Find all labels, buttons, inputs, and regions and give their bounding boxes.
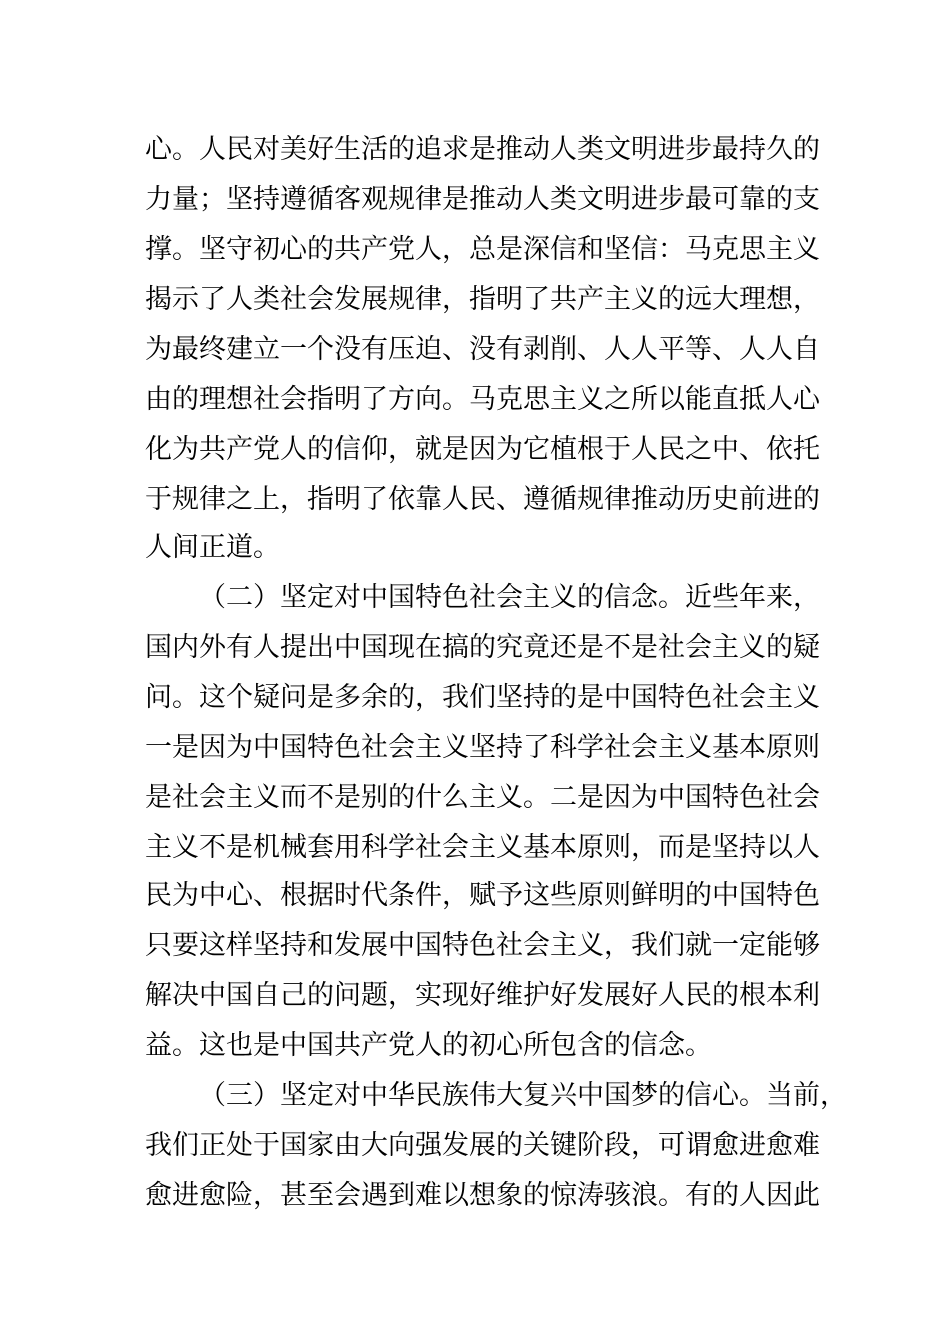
text-line: 问。这个疑问是多余的，我们坚持的是中国特色社会主义 [145,682,820,713]
text-line: 只要这样坚持和发展中国特色社会主义，我们就一定能够 [145,930,820,961]
section-heading-3: （三）坚定对中华民族伟大复兴中国梦的信心。当前， [199,1080,847,1111]
text-line: 解决中国自己的问题，实现好维护好发展好人民的根本利 [145,980,820,1011]
text-line: 主义不是机械套用科学社会主义基本原则，而是坚持以人 [145,832,820,863]
text-line: 力量；坚持遵循客观规律是推动人类文明进步最可靠的支 [145,184,820,215]
section-heading-2: （二）坚定对中国特色社会主义的信念。近些年来， [199,582,820,613]
text-line: 由的理想社会指明了方向。马克思主义之所以能直抵人心 [145,384,820,415]
text-line: 揭示了人类社会发展规律，指明了共产主义的远大理想， [145,284,820,315]
text-line: 人间正道。 [145,532,280,563]
text-line: 化为共产党人的信仰，就是因为它植根于人民之中、依托 [145,434,820,465]
text-line: 一是因为中国特色社会主义坚持了科学社会主义基本原则 [145,732,820,763]
text-line: 愈进愈险，甚至会遇到难以想象的惊涛骇浪。有的人因此 [145,1180,820,1211]
text-line: 为最终建立一个没有压迫、没有剥削、人人平等、人人自 [145,334,820,365]
text-line: 是社会主义而不是别的什么主义。二是因为中国特色社会 [145,782,820,813]
text-line: 民为中心、根据时代条件，赋予这些原则鲜明的中国特色 [145,880,820,911]
text-line: 撑。坚守初心的共产党人，总是深信和坚信：马克思主义 [145,234,820,265]
text-line: 我们正处于国家由大向强发展的关键阶段，可谓愈进愈难 [145,1130,820,1161]
text-line: 益。这也是中国共产党人的初心所包含的信念。 [145,1030,712,1061]
text-line: 于规律之上，指明了依靠人民、遵循规律推动历史前进的 [145,484,820,515]
text-line: 国内外有人提出中国现在搞的究竟还是不是社会主义的疑 [145,632,820,663]
text-line: 心。人民对美好生活的追求是推动人类文明进步最持久的 [145,134,820,165]
